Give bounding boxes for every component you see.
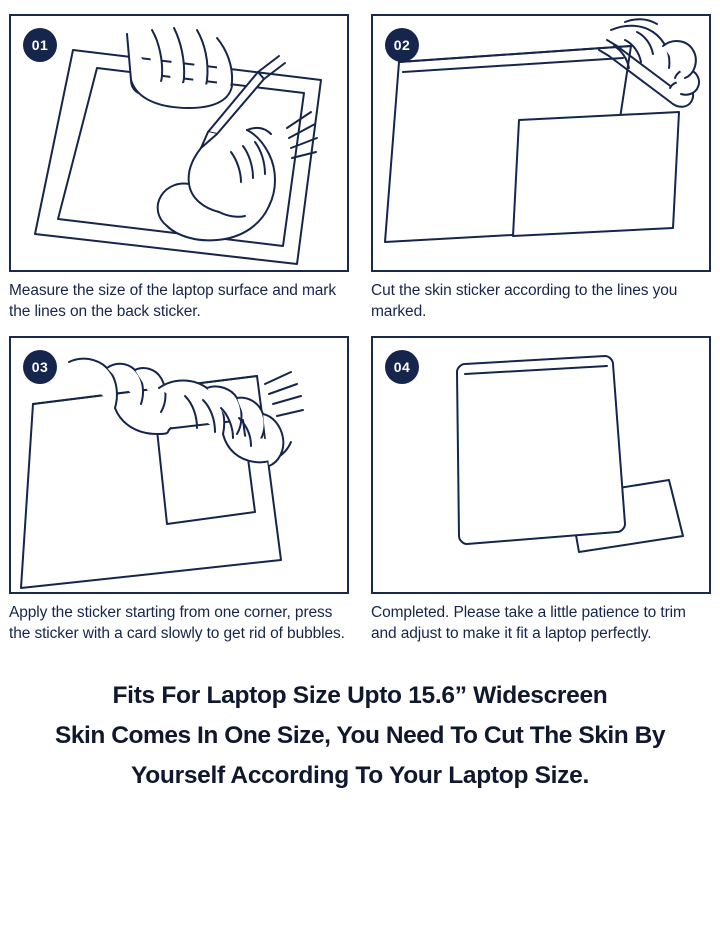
footer-line-3: Yourself According To Your Laptop Size. (131, 761, 589, 789)
step-04 (371, 336, 711, 644)
step-04-illustration (373, 338, 709, 592)
step-03-caption: Apply the sticker starting from one corner, press the sticker with a card slowly to get rid of bubbles. (9, 604, 345, 642)
step-02 (371, 14, 711, 322)
step-01-caption: Measure the size of the laptop surface and mark the lines on the back sticker. (9, 282, 337, 320)
step-02-caption: Cut the skin sticker according to the lines you marked. (371, 282, 678, 320)
step-04-caption: Completed. Please take a little patience to trim and adjust to make it fit a laptop perfectly. (371, 604, 686, 642)
step-02-frame (371, 14, 711, 272)
step-02-illustration (373, 16, 709, 270)
steps-grid (9, 14, 704, 658)
step-03-frame (9, 336, 349, 594)
step-02-badge: 02 (385, 28, 419, 62)
step-03 (9, 336, 349, 644)
step-01-frame (9, 14, 349, 272)
step-01-badge: 01 (23, 28, 57, 62)
step-04-badge: 04 (385, 350, 419, 384)
step-04-frame (371, 336, 711, 594)
step-01 (9, 14, 349, 322)
footer-line-1: Fits For Laptop Size Upto 15.6” Widescreen (112, 682, 608, 710)
step-01-illustration (11, 16, 347, 270)
step-03-illustration (11, 338, 347, 592)
footer-line-2: Skin Comes In One Size, You Need To Cut The Skin By (54, 722, 666, 750)
step-03-badge: 03 (23, 350, 57, 384)
footer-note (16, 676, 704, 795)
